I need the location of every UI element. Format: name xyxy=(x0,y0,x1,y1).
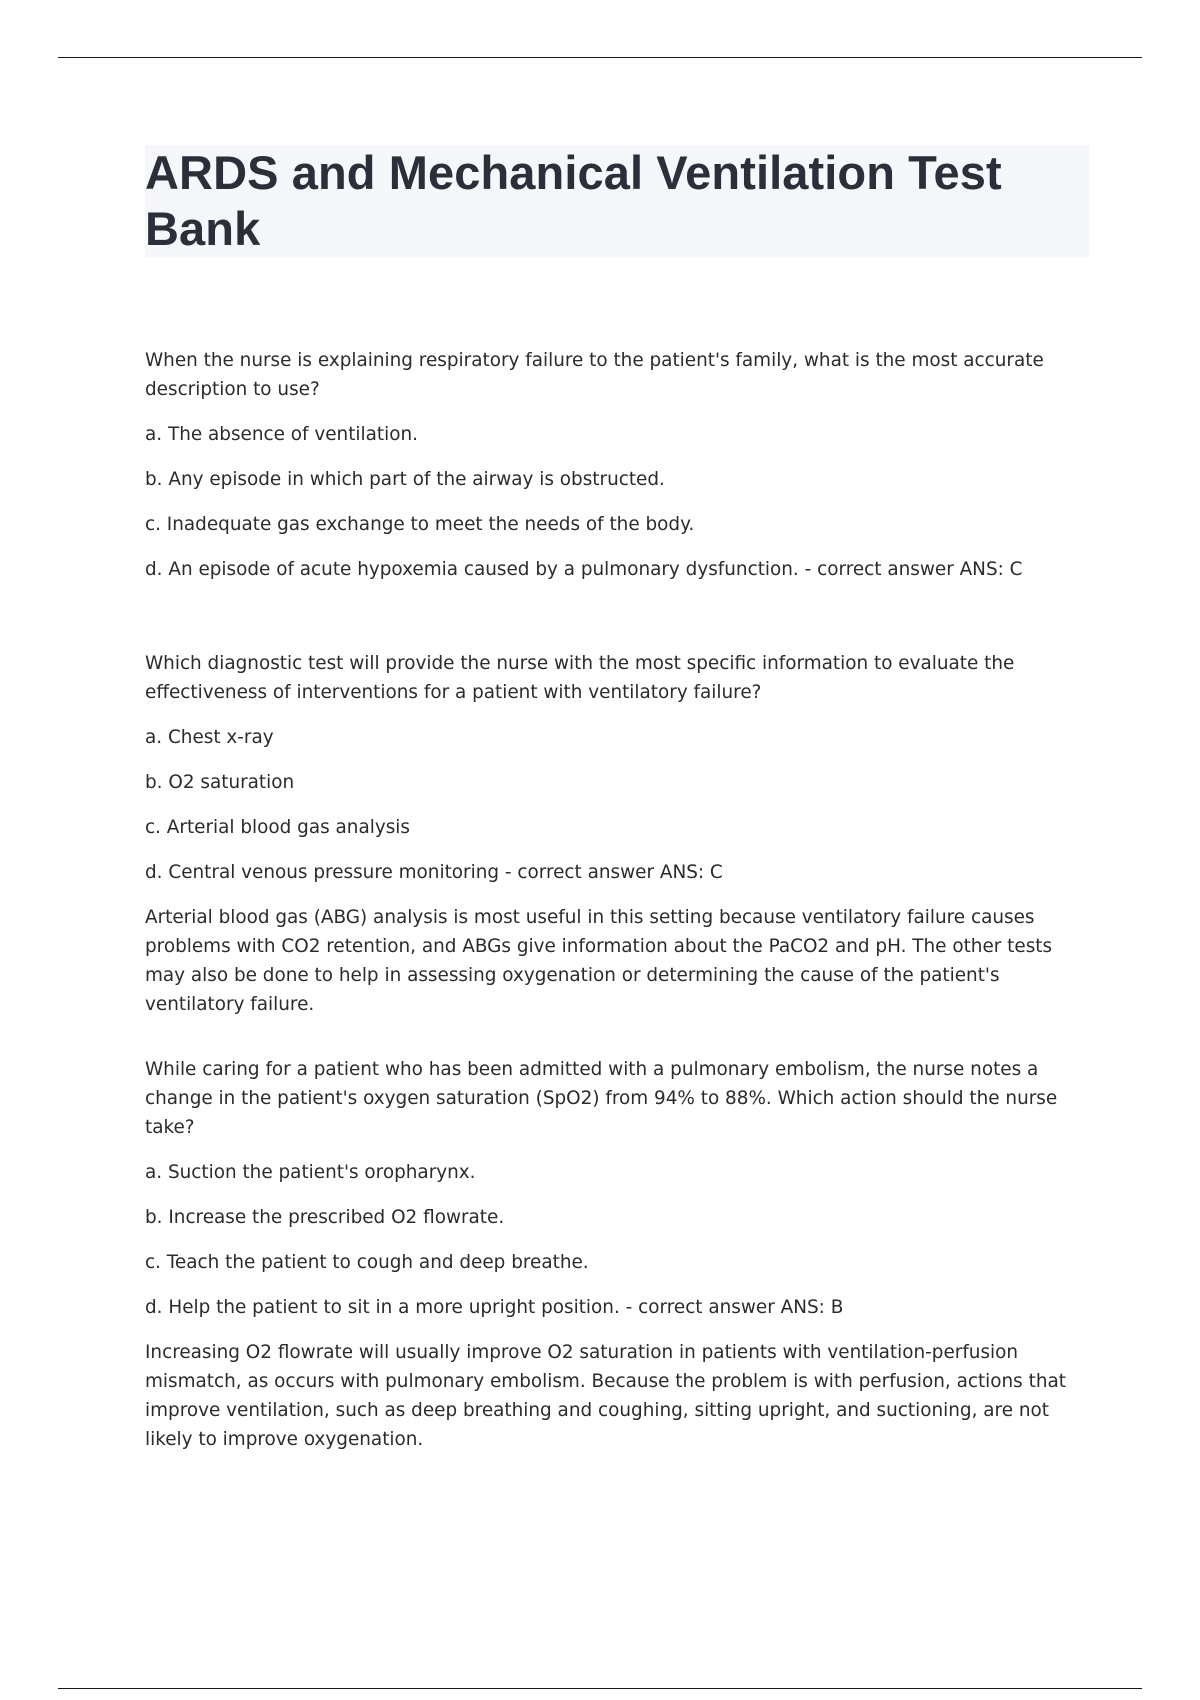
question-1 xyxy=(145,346,1095,584)
question-2 xyxy=(145,649,1095,1019)
title-block xyxy=(145,145,1089,257)
answer-option-b: b. O2 saturation xyxy=(145,772,295,793)
question-stem: While caring for a patient who has been admitted with a pulmonary embolism, the nurse notes a change in the patient's oxygen saturation (SpO2) from 94% to 88%. Which action should the nurse take? xyxy=(145,1059,1058,1138)
question-stem: When the nurse is explaining respiratory failure to the patient's family, what is the most accurate description to use? xyxy=(145,350,1044,400)
answer-explanation: Arterial blood gas (ABG) analysis is most useful in this setting because ventilatory failure causes problems with CO2 retention, and ABGs give information about the PaCO2 and pH. The other tests may also be done to help in assessing oxygenation or determining the cause of the patient's ventilatory failure. xyxy=(145,907,1053,1015)
question-stem: Which diagnostic test will provide the nurse with the most specific information to evaluate the effectiveness of interventions for a patient with ventilatory failure? xyxy=(145,653,1015,703)
answer-option-b: b. Any episode in which part of the airway is obstructed. xyxy=(145,469,665,490)
answer-option-c: c. Arterial blood gas analysis xyxy=(145,817,411,838)
answer-option-d: d. Central venous pressure monitoring - correct answer ANS: C xyxy=(145,862,723,883)
answer-option-d: d. An episode of acute hypoxemia caused by a pulmonary dysfunction. - correct answer ANS: C xyxy=(145,559,1023,580)
answer-option-a: a. Chest x-ray xyxy=(145,727,274,748)
answer-explanation: Increasing O2 flowrate will usually improve O2 saturation in patients with ventilation-perfusion mismatch, as occurs with pulmonary embolism. Because the problem is with perfusion, actions that improve ventilation, such as deep breathing and coughing, sitting upright, and suctioning, are not likely to improve oxygenation. xyxy=(145,1342,1066,1450)
answer-option-d: d. Help the patient to sit in a more upright position. - correct answer ANS: B xyxy=(145,1297,844,1318)
bottom-divider xyxy=(58,1688,1142,1689)
answer-option-b: b. Increase the prescribed O2 flowrate. xyxy=(145,1207,505,1228)
top-divider xyxy=(58,57,1142,58)
answer-option-c: c. Teach the patient to cough and deep breathe. xyxy=(145,1252,589,1273)
answer-option-a: a. The absence of ventilation. xyxy=(145,424,418,445)
answer-option-a: a. Suction the patient's oropharynx. xyxy=(145,1162,476,1183)
page-title: ARDS and Mechanical Ventilation Test Bank xyxy=(145,146,1002,255)
question-3 xyxy=(145,1055,1095,1454)
answer-option-c: c. Inadequate gas exchange to meet the needs of the body. xyxy=(145,514,695,535)
